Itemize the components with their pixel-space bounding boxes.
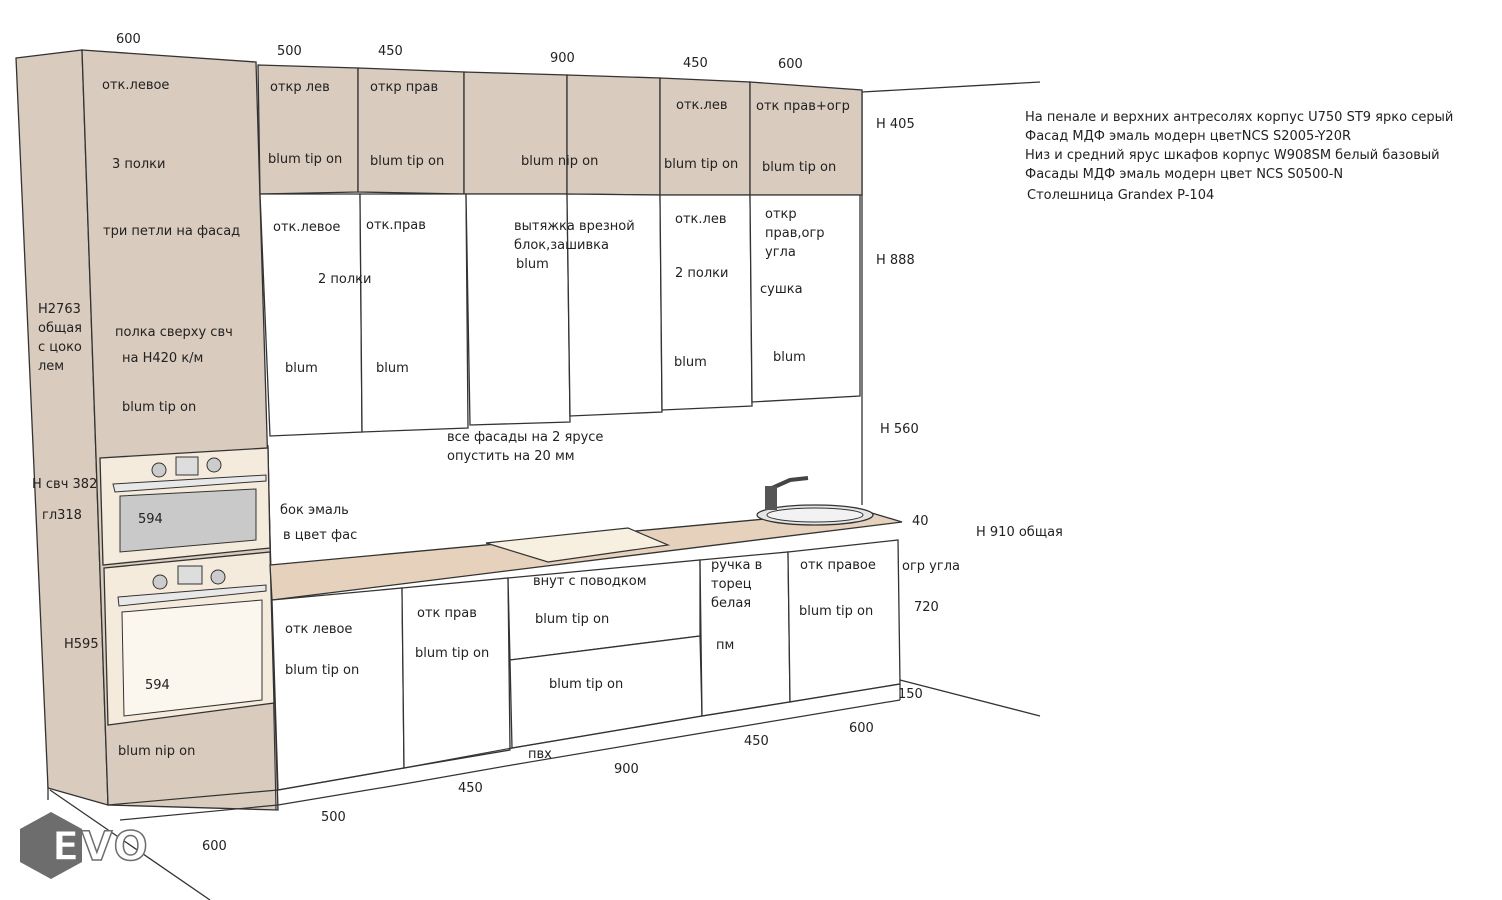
base4-blum-top: blum tip on bbox=[535, 612, 610, 627]
microwave-display bbox=[176, 457, 198, 475]
upper5-blum: blum bbox=[773, 350, 806, 365]
dim-base-3: 450 bbox=[458, 781, 483, 796]
base6-blum: blum tip on bbox=[799, 604, 874, 619]
base2-open: отк левое bbox=[285, 622, 353, 637]
microwave-knob-left bbox=[152, 463, 166, 477]
base3-blum: blum tip on bbox=[415, 646, 490, 661]
upper4-open: отк.лев bbox=[675, 212, 727, 227]
tall-blum: blum tip on bbox=[122, 400, 197, 415]
hood-line1: вытяжка врезной bbox=[514, 219, 635, 234]
tall-shelves: 3 полки bbox=[112, 157, 166, 172]
oven-knob-right bbox=[211, 570, 225, 584]
upper4-shelves: 2 полки bbox=[675, 266, 729, 281]
dim-h2763-line1: H2763 bbox=[38, 302, 81, 317]
base4-inner: внут с поводком bbox=[533, 574, 647, 589]
tall-shelf-line1: полка сверху свч bbox=[115, 325, 233, 340]
sink-bowl bbox=[767, 508, 863, 522]
dim-h405: H 405 bbox=[876, 117, 915, 132]
mezz5-blum: blum tip on bbox=[762, 160, 837, 175]
mezz4-blum: blum tip on bbox=[664, 157, 739, 172]
note-line-5: Столешница Grandex P-104 bbox=[1027, 188, 1215, 203]
dim-h888: H 888 bbox=[876, 253, 915, 268]
dim-upper-3: 900 bbox=[550, 51, 575, 66]
dim-upper-4: 450 bbox=[683, 56, 708, 71]
dim-h2763-line3: с цоко bbox=[38, 340, 82, 355]
upper2-open: отк.прав bbox=[366, 218, 426, 233]
upper5-line2: прав,огр bbox=[765, 226, 825, 241]
upper1-blum: blum bbox=[285, 361, 318, 376]
mezz1-open: откр лев bbox=[270, 80, 330, 95]
dim-base-1: 600 bbox=[202, 839, 227, 854]
tall-shelf-line2: на H420 к/м bbox=[122, 351, 204, 366]
upper-shelves: 2 полки bbox=[318, 272, 372, 287]
upper4-blum: blum bbox=[674, 355, 707, 370]
mezz4-open: отк.лев bbox=[676, 98, 728, 113]
upper-cabinet-4 bbox=[660, 195, 752, 410]
oven-knob-left bbox=[153, 575, 167, 589]
note-line-3: Низ и средний ярус шкафов корпус W908SM белый базовый bbox=[1025, 148, 1440, 163]
material-notes bbox=[1025, 110, 1453, 203]
mezz2-open: откр прав bbox=[370, 80, 439, 95]
note-line-2: Фасад МДФ эмаль модерн цветNCS S2005-Y20R bbox=[1025, 129, 1351, 144]
base6-open: отк правое bbox=[800, 558, 876, 573]
mezzanine-3b bbox=[567, 75, 660, 195]
dim-h40: 40 bbox=[912, 514, 929, 529]
upper5-dryer: сушка bbox=[760, 282, 803, 297]
oven bbox=[104, 552, 274, 725]
base2-blum: blum tip on bbox=[285, 663, 360, 678]
tall-hinges: три петли на фасад bbox=[103, 224, 241, 239]
upper1-open: отк.левое bbox=[273, 220, 341, 235]
dim-h720: 720 bbox=[914, 600, 939, 615]
upper5-line1: откр bbox=[765, 207, 797, 222]
middle-labels bbox=[280, 430, 603, 543]
faucet-base bbox=[765, 486, 777, 510]
corner-limit: огр угла bbox=[902, 559, 960, 574]
dim-upper-1: 500 bbox=[277, 44, 302, 59]
dim-base-4: 900 bbox=[614, 762, 639, 777]
hood-line3: blum bbox=[516, 257, 549, 272]
facade-note-line2: опустить на 20 мм bbox=[447, 449, 575, 464]
base5-pm: пм bbox=[716, 638, 735, 653]
dim-h150: 150 bbox=[898, 687, 923, 702]
dim-microwave-height: H свч 382 bbox=[32, 477, 98, 492]
dim-594-top: 594 bbox=[138, 512, 163, 527]
mezz5-open: отк прав+огр bbox=[756, 99, 850, 114]
base4-blum-bottom: blum tip on bbox=[549, 677, 624, 692]
dim-base-2: 500 bbox=[321, 810, 346, 825]
dim-594-bottom: 594 bbox=[145, 678, 170, 693]
dim-h910: H 910 общая bbox=[976, 525, 1063, 540]
base-cabinet-2 bbox=[272, 588, 404, 790]
tall-open-left: отк.левое bbox=[102, 78, 170, 93]
facade-note-line1: все фасады на 2 ярусе bbox=[447, 430, 604, 445]
dim-h2763-line2: общая bbox=[38, 321, 83, 336]
mezzanine-row bbox=[258, 65, 862, 195]
dim-base-6: 600 bbox=[849, 721, 874, 736]
microwave-oven bbox=[100, 448, 270, 565]
dim-upper-2: 450 bbox=[378, 44, 403, 59]
mezz2-blum: blum tip on bbox=[370, 154, 445, 169]
logo-text: EVO bbox=[52, 824, 150, 870]
base3-open: отк прав bbox=[417, 606, 477, 621]
mezzanine-4 bbox=[660, 78, 750, 195]
base-pvh: пвх bbox=[528, 747, 552, 762]
base5-line2: торец bbox=[711, 577, 752, 592]
oven-window bbox=[122, 600, 262, 716]
mezz1-blum: blum tip on bbox=[268, 152, 343, 167]
note-line-4: Фасады МДФ эмаль модерн цвет NCS S0500-N bbox=[1025, 167, 1344, 182]
side-enamel-line1: бок эмаль bbox=[280, 503, 349, 518]
mezzanine-3a bbox=[464, 72, 567, 194]
base5-line3: белая bbox=[711, 596, 752, 611]
dim-base-5: 450 bbox=[744, 734, 769, 749]
upper2-blum: blum bbox=[376, 361, 409, 376]
dim-h595: H595 bbox=[64, 637, 99, 652]
note-line-1: На пенале и верхних антресолях корпус U750 ST9 ярко серый bbox=[1025, 110, 1454, 125]
dim-h2763-line4: лем bbox=[38, 359, 65, 374]
oven-display bbox=[178, 566, 202, 584]
upper5-line3: угла bbox=[765, 245, 796, 260]
microwave-knob-right bbox=[207, 458, 221, 472]
tall-bottom-blum: blum nip on bbox=[118, 744, 196, 759]
mezz3-blum: blum nip on bbox=[521, 154, 599, 169]
dim-depth: гл318 bbox=[42, 508, 82, 523]
side-enamel-line2: в цвет фас bbox=[283, 528, 358, 543]
evo-logo bbox=[20, 812, 150, 879]
hood-line2: блок,зашивка bbox=[514, 238, 609, 253]
dim-tall-width: 600 bbox=[116, 32, 141, 47]
base5-line1: ручка в bbox=[711, 558, 763, 573]
dim-h560: H 560 bbox=[880, 422, 919, 437]
dim-upper-5: 600 bbox=[778, 57, 803, 72]
